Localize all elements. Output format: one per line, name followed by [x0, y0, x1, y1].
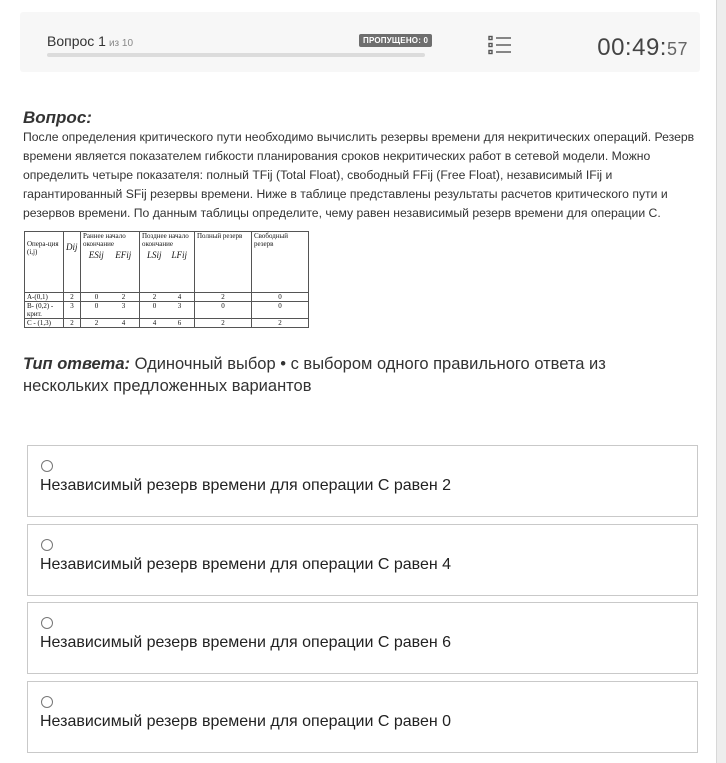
- option-label: Независимый резерв времени для операции С равен 4: [40, 556, 452, 573]
- table-cell-es: 0: [94, 293, 99, 301]
- table-cell: C - (1,3): [25, 319, 64, 328]
- table-cell: 0: [252, 293, 309, 302]
- table-cell-lf: 6: [177, 319, 182, 327]
- table-row: [25, 293, 309, 302]
- table-cell: B- (0,2) - крит.: [25, 302, 64, 319]
- table-cell: 2: [195, 319, 252, 328]
- table-cell: [140, 302, 195, 319]
- list-icon[interactable]: [488, 35, 512, 55]
- answer-type: [23, 353, 693, 397]
- table-cell-es: 0: [94, 302, 99, 310]
- header-duration: Dij: [64, 232, 81, 293]
- question-number: Вопрос 1: [47, 33, 106, 49]
- table-row: [25, 319, 309, 328]
- header-late-label: Позднее начало окончание: [142, 232, 189, 248]
- radio-button[interactable]: [41, 539, 53, 551]
- table-row: [25, 302, 309, 319]
- header-early-label: Раннее начало окончание: [83, 232, 126, 248]
- table-cell: [140, 319, 195, 328]
- radio-button[interactable]: [41, 460, 53, 472]
- header-es: ESij: [88, 250, 104, 260]
- question-total: из 10: [108, 38, 134, 49]
- table-cell-ls: 4: [152, 319, 157, 327]
- radio-button[interactable]: [41, 696, 53, 708]
- table-cell: 2: [64, 293, 81, 302]
- answer-type-text: Одиночный выбор • с выбором одного правильного ответа из нескольких предложенных вариантов: [23, 355, 606, 395]
- skipped-badge: ПРОПУЩЕНО: 0: [359, 34, 432, 47]
- answer-option-4[interactable]: [27, 681, 698, 753]
- table-cell-ls: 2: [152, 293, 157, 301]
- header-lf: LFij: [171, 250, 187, 260]
- table-cell: [81, 293, 140, 302]
- table-cell-ls: 0: [152, 302, 157, 310]
- header-ls: LSij: [146, 250, 162, 260]
- option-label: Независимый резерв времени для операции С равен 0: [40, 713, 452, 730]
- option-label: Независимый резерв времени для операции С равен 6: [40, 634, 452, 651]
- answer-option-2[interactable]: [27, 524, 698, 596]
- table-cell: 3: [64, 302, 81, 319]
- table-header-row: [25, 232, 309, 293]
- header-total-float: Полный резерв: [195, 232, 252, 293]
- option-label: Независимый резерв времени для операции С равен 2: [40, 477, 452, 494]
- answer-type-label: Тип ответа:: [23, 355, 131, 373]
- table-cell-ef: 3: [121, 302, 126, 310]
- table-cell: [81, 302, 140, 319]
- table-cell-ef: 4: [121, 319, 126, 327]
- table-cell: 2: [252, 319, 309, 328]
- header-late: [140, 232, 195, 293]
- timer-main: 00:49:: [597, 34, 667, 61]
- table-cell-ef: 2: [121, 293, 126, 301]
- table-cell: [81, 319, 140, 328]
- progress-bar: [47, 53, 425, 57]
- table-cell-lf: 3: [177, 302, 182, 310]
- question-counter: [47, 33, 133, 49]
- table-cell: 0: [195, 302, 252, 319]
- table-cell: A-(0,1): [25, 293, 64, 302]
- header-free-float: Свободный резерв: [252, 232, 309, 293]
- table-cell: [140, 293, 195, 302]
- table-cell-lf: 4: [177, 293, 182, 301]
- table-cell: 2: [64, 319, 81, 328]
- question-text: После определения критического пути необходимо вычислить резервы времени для некритических операций. Резерв времени является показателем гибкости планирования сроков некритических работ в сетевой модели. Можно определить четыре показателя: полный TFij (Total Float), свободный FFij (Free Float), независимый IFij и гарантированный SFij резервы времени. Ниже в таблице представлены результаты расчетов критического пути и резервов времени. По данным таблицы определите, чему равен независимый резерв времени для операции С.: [23, 130, 695, 220]
- table-cell: 2: [195, 293, 252, 302]
- float-table: [24, 231, 309, 328]
- answer-option-1[interactable]: [27, 445, 698, 517]
- table-cell: 0: [252, 302, 309, 319]
- question-label: Вопрос:: [23, 108, 92, 127]
- countdown-timer: [597, 34, 688, 62]
- header-early: [81, 232, 140, 293]
- answer-option-3[interactable]: [27, 602, 698, 674]
- radio-button[interactable]: [41, 617, 53, 629]
- table-cell-es: 2: [94, 319, 99, 327]
- header-ef: EFij: [115, 250, 132, 260]
- header-operation: Опера-ция (i,j): [25, 232, 64, 293]
- timer-seconds: 57: [666, 39, 688, 59]
- quiz-header: [20, 12, 700, 72]
